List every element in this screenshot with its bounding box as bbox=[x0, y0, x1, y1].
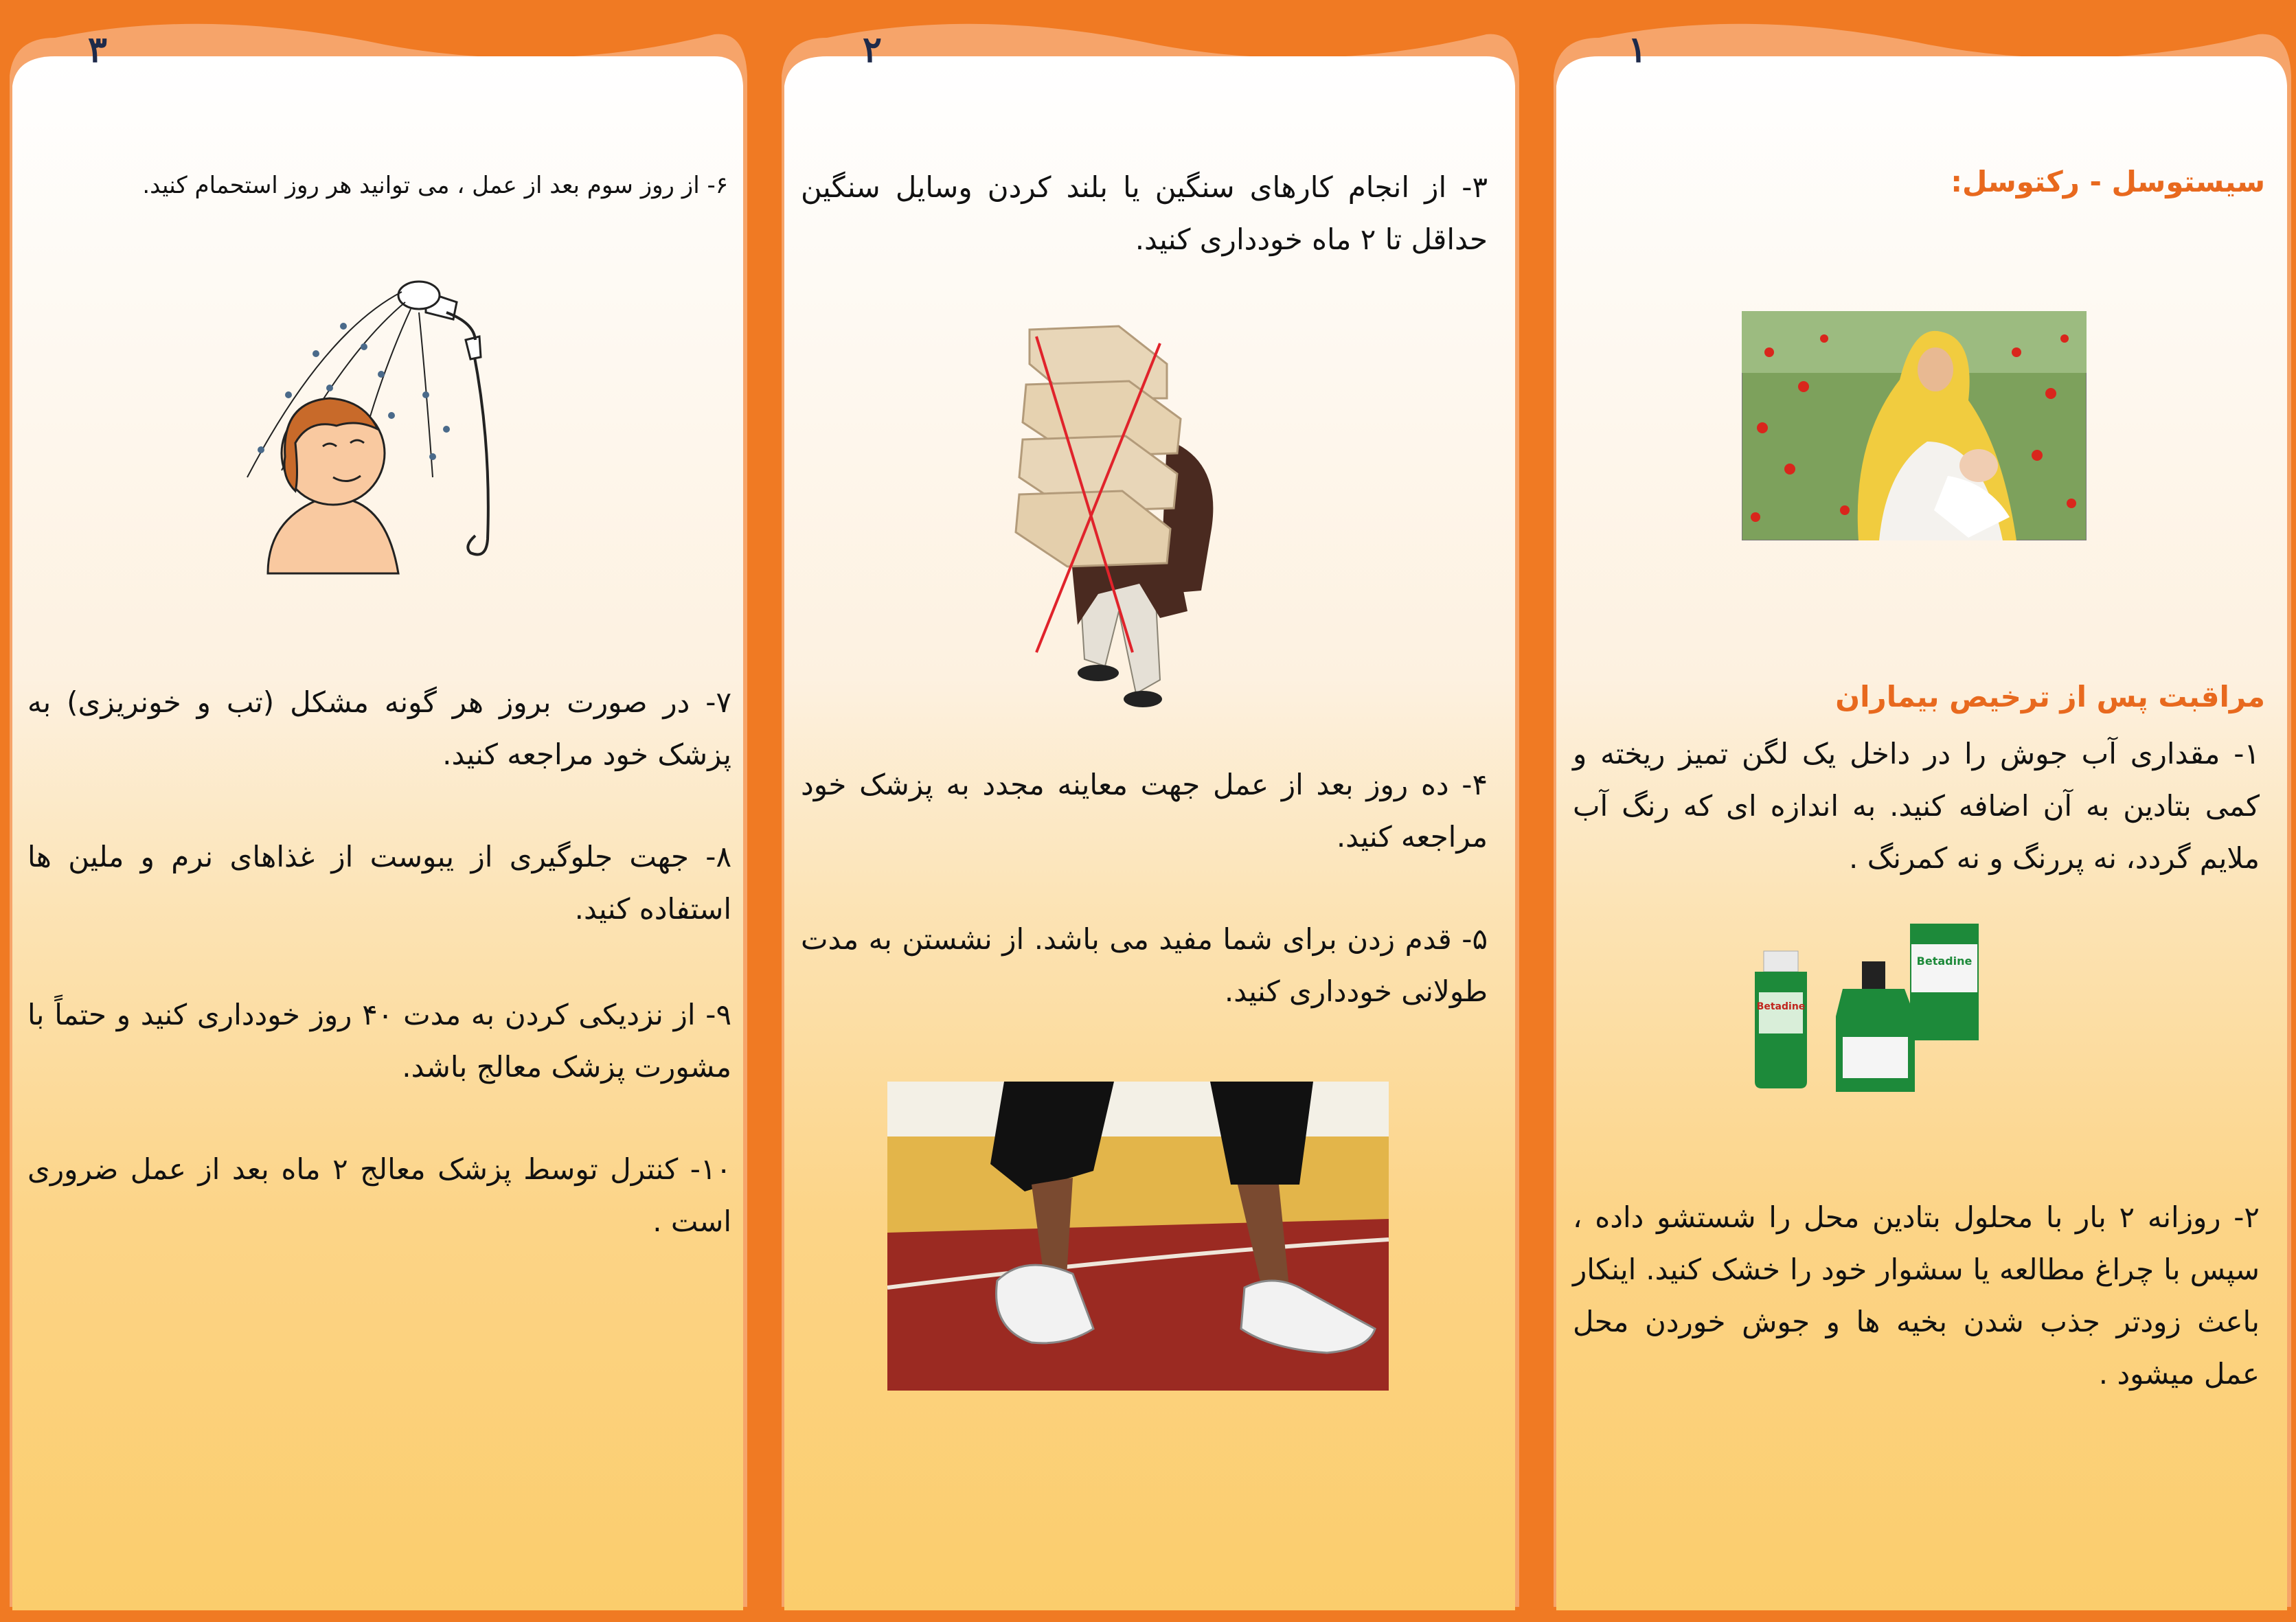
product-label: Betadine bbox=[1916, 955, 1973, 968]
panel-1 bbox=[1544, 0, 2296, 1622]
instruction-6: ۶- از روز سوم بعد از عمل ، می توانید هر روز استحمام کنید. bbox=[142, 172, 728, 199]
heavy-boxes-photo bbox=[995, 323, 1297, 714]
panel-3 bbox=[0, 0, 752, 1622]
shower-illustration bbox=[220, 271, 529, 577]
instruction-5: ۵- قدم زدن برای شما مفید می باشد. از نشستن به مدت طولانی خودداری کنید. bbox=[801, 922, 1488, 1008]
instruction-3: ۳- از انجام کارهای سنگین یا بلند کردن وسایل سنگین حداقل تا ۲ ماه خودداری کنید. bbox=[801, 170, 1488, 256]
instruction-8: ۸- جهت جلوگیری از یبوست از غذاهای نرم و ملین ها استفاده کنید. bbox=[27, 840, 731, 926]
product-label: Betadine bbox=[1756, 1001, 1806, 1012]
instruction-7: ۷- در صورت بروز هر گونه مشکل (تب و خونریزی) به پزشک خود مراجعه کنید. bbox=[27, 685, 731, 771]
panel-2 bbox=[772, 0, 1524, 1622]
care-subheading: مراقبت پس از ترخیص بیماران bbox=[1835, 680, 2265, 713]
page-number: ۳ bbox=[88, 29, 107, 71]
instruction-4: ۴- ده روز بعد از عمل جهت معاینه مجدد به پزشک خود مراجعه کنید. bbox=[801, 768, 1488, 854]
instruction-2: ۲- روزانه ۲ بار با محلول بتادین محل را شستشو داده ، سپس با چراغ مطالعه یا سشوار خود را خشک کنید. اینکار باعث زودتر جذب شدن بخیه ها و جوش خوردن محل عمل میشود . bbox=[1573, 1200, 2260, 1391]
instruction-1: ۱- مقداری آب جوش را در داخل یک لگن تمیز ریخته و کمی بتادین به آن اضافه کنید. به اندازه ای که رنگ آب ملایم گردد، نه پررنگ و نه کمرنگ . bbox=[1573, 737, 2260, 875]
panel-background bbox=[0, 0, 752, 1622]
instruction-10: ۱۰- کنترل توسط پزشک معالج ۲ ماه بعد از عمل ضروری است . bbox=[27, 1152, 731, 1238]
walking-photo bbox=[887, 1082, 1389, 1391]
mother-baby-photo bbox=[1742, 311, 2087, 540]
page-number: ۲ bbox=[863, 29, 882, 71]
betadine-bottles-image bbox=[1740, 920, 2028, 1099]
page-number: ۱ bbox=[1628, 29, 1647, 71]
instruction-9: ۹- از نزدیکی کردن به مدت ۴۰ روز خودداری کنید و حتماً با مشورت پزشک معالج باشد. bbox=[27, 998, 732, 1084]
section-title: سیستوسل - رکتوسل: bbox=[1951, 165, 2265, 198]
